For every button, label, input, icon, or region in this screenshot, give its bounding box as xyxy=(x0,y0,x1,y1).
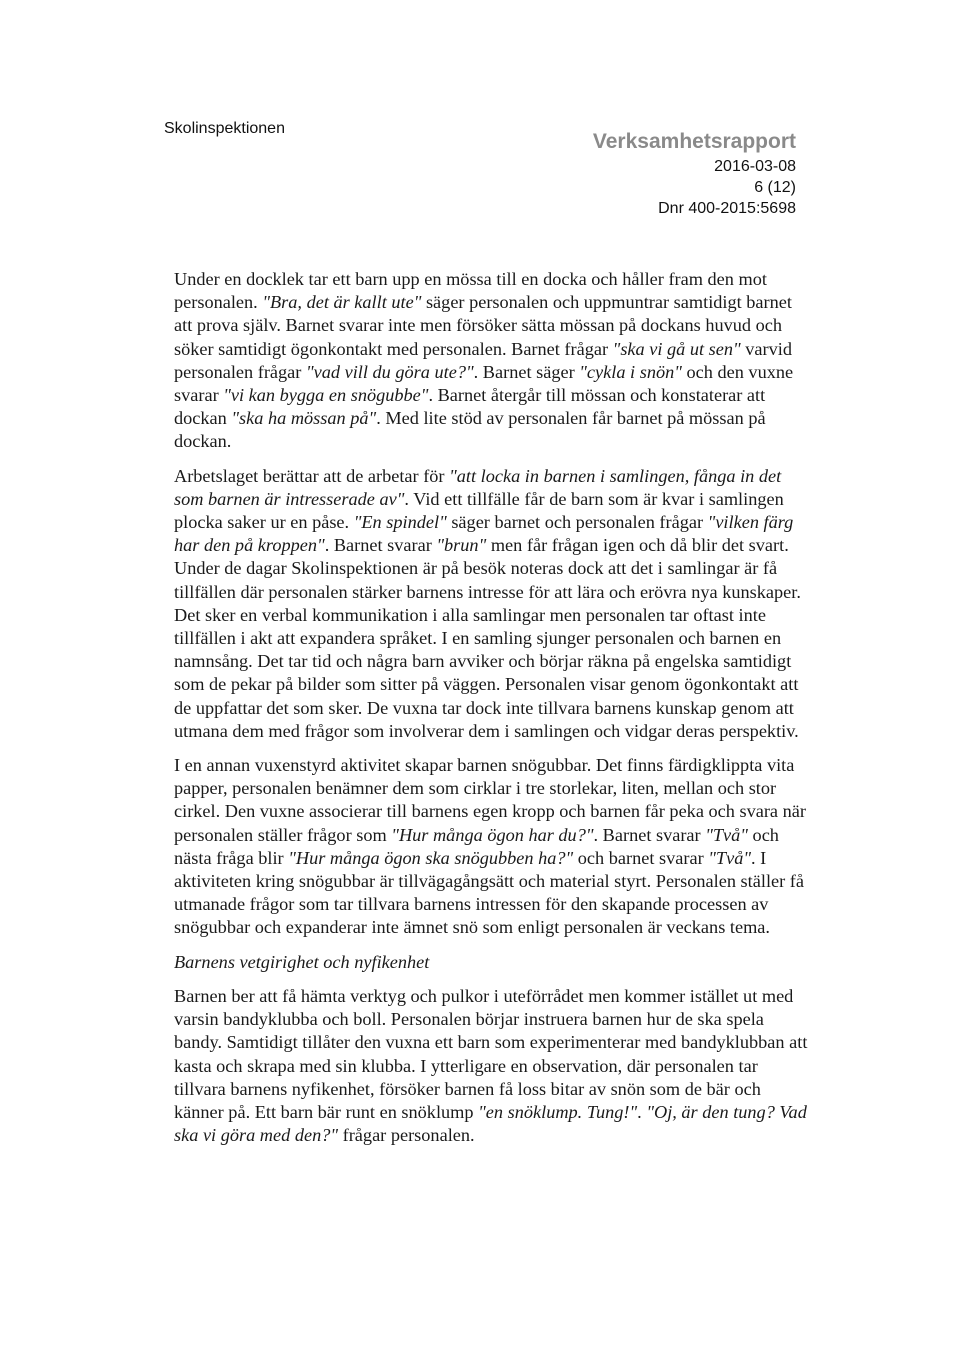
text-run: . Med lite stöd av personalen får barnet på mössan på dockan. xyxy=(174,408,766,452)
text-run: och nästa fråga blir xyxy=(174,824,779,868)
page-number: 6 (12) xyxy=(754,179,796,196)
quoted-speech: "Hur många ögon har du?" xyxy=(391,824,594,845)
text-run: och den vuxne svarar xyxy=(174,361,794,406)
text-run: och barnet svarar xyxy=(573,847,709,868)
paragraph-2 xyxy=(174,465,814,743)
quoted-speech: "En spindel" xyxy=(353,512,447,533)
text-run: . xyxy=(637,1101,647,1122)
section-paragraph xyxy=(174,985,814,1147)
report-type: Verksamhetsrapport xyxy=(592,130,796,153)
text-run: säger personalen och uppmuntrar samtidigt barnet att prova själv. Barnet svarar inte men försöker sätta mössan på dockans huvud och söker samtidigt ögonkontakt med personalen. Barnet frågar xyxy=(174,292,792,359)
report-date: 2016-03-08 xyxy=(714,158,796,175)
text-run: . Barnet återgår till mössan och konstaterar att dockan xyxy=(174,385,766,429)
quoted-speech: "ska vi gå ut sen" xyxy=(612,338,741,359)
text-run: . Barnet svarar xyxy=(593,824,706,845)
text-run: Barnen ber att få hämta verktyg och pulkor i uteförrådet men kommer istället ut med varsin bandyklubba och boll. Personalen börjar instruera barnen hur de ska spela bandy. Samtidigt tillåter den vuxna ett barn som experimenterar med bandyklubban att kasta och skrapa med sin klubba. I ytterligare en observation, där personalen tar tillvara barnens nyfikenhet, försöker barnen få loss bitar av snön som de bär och känner på. Ett barn bär runt en snöklump xyxy=(174,985,808,1122)
quoted-speech: "vad vill du göra ute?" xyxy=(305,361,474,382)
text-run: . Barnet svarar xyxy=(324,535,437,556)
quoted-speech: "att locka in barnen i samlingen, fånga in det som barnen är intresserade av" xyxy=(174,465,782,509)
quoted-speech: "en snöklump. Tung!" xyxy=(478,1101,638,1122)
text-run: säger barnet och personalen frågar xyxy=(446,512,708,533)
document-meta xyxy=(593,128,796,219)
quoted-speech: "Oj, är den tung? Vad ska vi göra med den?" xyxy=(174,1101,807,1146)
quoted-speech: "Bra, det är kallt ute" xyxy=(262,292,422,313)
quoted-speech: "Två" xyxy=(708,847,752,868)
text-run: Under en docklek tar ett barn upp en mössa till en docka och håller fram den mot personalen. xyxy=(174,269,767,313)
quoted-speech: "brun" xyxy=(436,535,487,556)
text-run: men får frågan igen och då blir det svart. Under de dagar Skolinspektionen är på besök noteras dock att det i samlingar är få tillfällen där personalen stärker barnens intresse för att lära och erövra nya kunskaper. Det sker en verbal kommunikation i alla samlingar men personalen tar oftast inte tillfällen i akt att expandera språket. I en samling sjunger personalen och barnen en namnsång. Det tar tid och några barn avviker och börjar räkna på engelska samtidigt som de pekar på bilder som sitter på väggen. Personalen visar genom ögonkontakt att de uppfattar det som sker. De vuxna tar dock inte tillvara barnens kunskap genom att utmana dem med frågor som involverar dem i samlingen och vidgar deras perspektiv. xyxy=(174,535,801,741)
report-body xyxy=(174,268,814,1158)
text-run: . Vid ett tillfälle får de barn som är kvar i samlingen plocka saker ur en påse. xyxy=(174,488,784,533)
organization-name: Skolinspektionen xyxy=(164,120,285,137)
quoted-speech: "Hur många ögon ska snögubben ha?" xyxy=(288,847,574,868)
quoted-speech: "vi kan bygga en snögubbe" xyxy=(223,385,429,406)
text-run: I en annan vuxenstyrd aktivitet skapar barnen snögubbar. Det finns färdigklippta vita papper, personalen benämner dem som cirklar i tre storlekar, liten, mellan och stor cirkel. Den vuxne associerar till barnens egen kropp och barnen får peka och svara när personalen ställer frågor som xyxy=(174,755,806,845)
text-run: Arbetslaget berättar att de arbetar för xyxy=(174,465,450,486)
diary-number: Dnr 400-2015:5698 xyxy=(658,200,796,217)
quoted-speech: "Två" xyxy=(705,824,748,845)
text-run: frågar personalen. xyxy=(338,1125,475,1146)
quoted-speech: "ska ha mössan på" xyxy=(231,408,377,429)
paragraph-3 xyxy=(174,754,814,940)
text-run: . I aktiviteten kring snögubbar är tillvägagångsätt och material styrt. Personalen ställer få utmanade frågor som tar tillvara barnens intressen för den skapande processen av snögubbar och expanderar inte ämnet snö som enligt personalen är veckans tema. xyxy=(174,847,804,938)
quoted-speech: "vilken färg har den på kroppen" xyxy=(174,512,794,556)
text-run: varvid personalen frågar xyxy=(174,338,792,382)
text-run: . Barnet säger xyxy=(473,361,580,382)
paragraph-1 xyxy=(174,268,814,454)
section-heading: Barnens vetgirighet och nyfikenhet xyxy=(174,951,430,972)
quoted-speech: "cykla i snön" xyxy=(579,361,682,382)
